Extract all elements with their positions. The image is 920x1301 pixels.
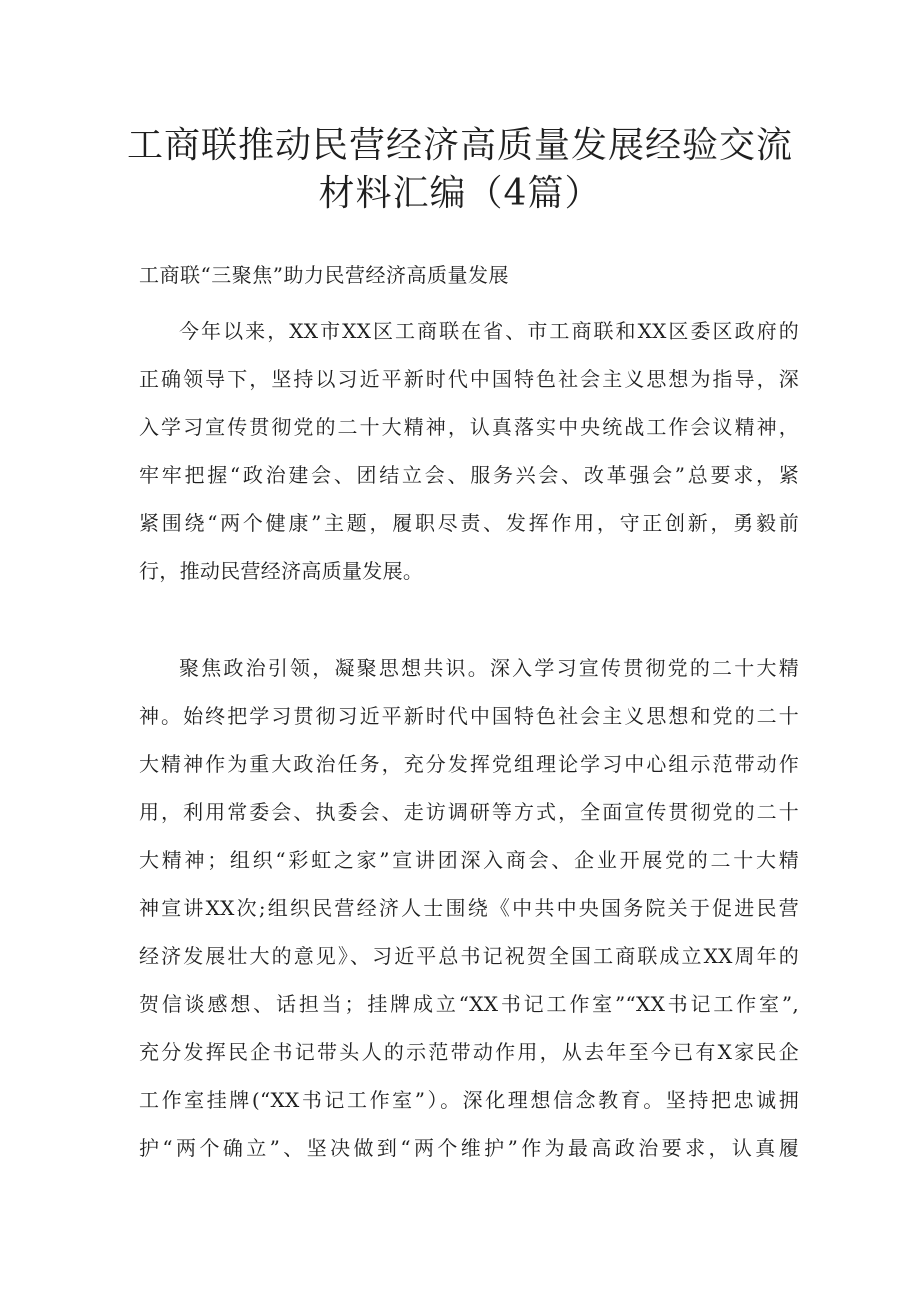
paragraph-2-line: 贺信谈感想、话担当；挂牌成立“XX书记工作室”“XX书记工作室”,	[139, 992, 799, 1016]
paragraph-1-line: 入学习宣传贯彻党的二十大精神，认真落实中央统战工作会议精神，	[139, 415, 799, 439]
paragraph-2-line: 护“两个确立”、坚决做到“两个维护”作为最高政治要求，认真履	[139, 1136, 799, 1160]
paragraph-2-line: 聚焦政治引领，凝聚思想共识。深入学习宣传贯彻党的二十大精	[179, 656, 799, 680]
paragraph-1-line: 今年以来，XX市XX区工商联在省、市工商联和XX区委区政府的	[179, 319, 799, 343]
paragraph-2-line: 工作室挂牌(“XX书记工作室”）。深化理想信念教育。坚持把忠诚拥	[139, 1088, 799, 1112]
paragraph-2-line: 经济发展壮大的意见》、习近平总书记祝贺全国工商联成立XX周年的	[139, 944, 799, 968]
section-heading: 工商联“三聚焦”助力民营经济高质量发展	[139, 263, 509, 287]
paragraph-2-line: 神宣讲XX次;组织民营经济人士围绕《中共中央国务院关于促进民营	[139, 896, 799, 920]
paragraph-1-line: 行，推动民营经济高质量发展。	[139, 559, 424, 583]
paragraph-1-line: 牢牢把握“政治建会、团结立会、服务兴会、改革强会”总要求，紧	[139, 463, 799, 487]
paragraph-1-line: 紧围绕“两个健康”主题，履职尽责、发挥作用，守正创新，勇毅前	[139, 511, 799, 535]
document-title-line-2: 材料汇编（4篇）	[318, 173, 602, 214]
paragraph-2-line: 大精神；组织“彩虹之家”宣讲团深入商会、企业开展党的二十大精	[139, 848, 799, 872]
paragraph-1	[139, 307, 799, 595]
paragraph-2-line: 用，利用常委会、执委会、走访调研等方式，全面宣传贯彻党的二十	[139, 800, 799, 824]
paragraph-1-line: 正确领导下，坚持以习近平新时代中国特色社会主义思想为指导，深	[139, 367, 799, 391]
paragraph-2-line: 神。始终把学习贯彻习近平新时代中国特色社会主义思想和党的二十	[139, 704, 799, 728]
paragraph-2	[139, 644, 799, 1172]
document-title-line-1: 工商联推动民营经济高质量发展经验交流	[126, 125, 793, 166]
paragraph-2-line: 大精神作为重大政治任务，充分发挥党组理论学习中心组示范带动作	[139, 752, 799, 776]
paragraph-2-line: 充分发挥民企书记带头人的示范带动作用，从去年至今已有X家民企	[139, 1040, 799, 1064]
